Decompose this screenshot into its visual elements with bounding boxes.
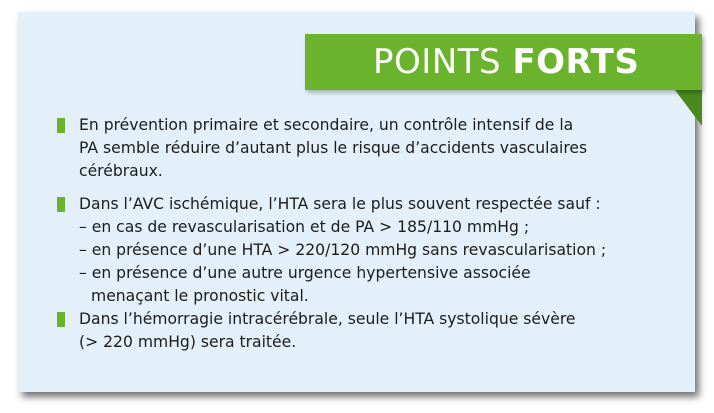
square-bullet-icon: [57, 312, 65, 327]
banner-title-light: POINTS: [373, 42, 513, 82]
item-text-line: cérébraux.: [79, 162, 163, 180]
list-item: [55, 193, 655, 308]
sub-item-continuation: menaçant le pronostic vital.: [91, 287, 309, 305]
key-points-list: [55, 114, 655, 354]
banner-title-bold: FORTS: [512, 42, 640, 82]
item-text-line: (> 220 mmHg) sera traitée.: [79, 333, 297, 351]
banner-fold: [675, 90, 702, 126]
points-forts-banner: [305, 34, 702, 90]
list-item: [55, 114, 655, 183]
item-text-line: PA semble réduire d’autant plus le risque d’accidents vasculaires: [79, 139, 588, 157]
square-bullet-icon: [57, 197, 65, 212]
item-intro: Dans l’AVC ischémique, l’HTA sera le plus souvent respectée sauf :: [79, 195, 601, 213]
list-item: [55, 308, 655, 354]
item-text-line: Dans l’hémorragie intracérébrale, seule l’HTA systolique sévère: [79, 310, 576, 328]
sub-item: – en présence d’une HTA > 220/120 mmHg sans revascularisation ;: [79, 241, 607, 259]
square-bullet-icon: [57, 118, 65, 133]
sub-item: – en cas de revascularisation et de PA > 185/110 mmHg ;: [79, 218, 530, 236]
item-text-line: En prévention primaire et secondaire, un contrôle intensif de la: [79, 116, 574, 134]
sub-item: – en présence d’une autre urgence hypertensive associée: [79, 264, 531, 282]
banner-title: [373, 43, 639, 81]
